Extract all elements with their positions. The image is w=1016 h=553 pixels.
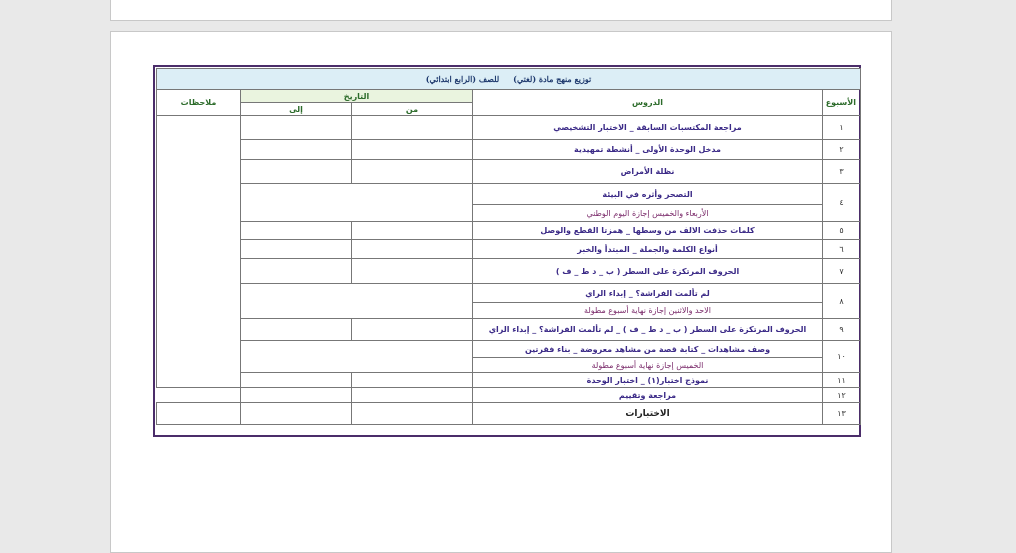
date-to-cell — [241, 160, 352, 184]
week-number: ١٠ — [823, 341, 861, 373]
notes-cell — [157, 116, 241, 388]
lesson-cell: الحروف المرتكزة على السطر ( ب _ د ط _ ف ) — [473, 259, 823, 284]
date-cell — [241, 341, 473, 373]
table-row — [157, 259, 861, 284]
lesson-cell: الاختبارات — [473, 403, 823, 425]
lesson-cell: مراجعة وتقييم — [473, 388, 823, 403]
date-from-cell — [352, 240, 473, 259]
title-subject: توزيع منهج مادة (لغتي) — [513, 74, 592, 84]
header-date: التاريخ — [241, 90, 473, 103]
date-to-cell — [241, 140, 352, 160]
lesson-cell: كلمات حذفت الالف من وسطها _ همزتا القطع والوصل — [473, 222, 823, 240]
table-row — [157, 240, 861, 259]
previous-page-bottom — [110, 0, 892, 21]
week-number: ٤ — [823, 184, 861, 222]
table-row — [157, 284, 861, 303]
schedule-frame — [153, 65, 861, 437]
lesson-cell: أنواع الكلمة والجملة _ المبتدأ والخبر — [473, 240, 823, 259]
date-from-cell — [352, 373, 473, 388]
lesson-cell: نموذج اختبار(١) _ اختبار الوحدة — [473, 373, 823, 388]
week-number: ٦ — [823, 240, 861, 259]
date-to-cell — [241, 259, 352, 284]
week-number: ٢ — [823, 140, 861, 160]
header-week: الأسبوع — [823, 90, 861, 116]
lesson-cell: التصحر وأثره في البيئة — [473, 184, 823, 205]
lesson-cell: وصف مشاهدات _ كتابة قصة من مشاهد معروضة _ بناء فقرتين — [473, 341, 823, 358]
week-number: ٥ — [823, 222, 861, 240]
date-to-cell — [241, 240, 352, 259]
date-to-cell — [241, 319, 352, 341]
page-title — [157, 69, 861, 90]
date-cell — [241, 184, 473, 222]
lesson-cell: لم تألمت الفراشة؟ _ إبداء الراي — [473, 284, 823, 303]
holiday-note: الخميس إجازة نهاية أسبوع مطولة — [473, 358, 823, 373]
date-from-cell — [352, 160, 473, 184]
date-to-cell — [241, 403, 352, 425]
schedule-table — [156, 68, 861, 425]
date-from-cell — [352, 403, 473, 425]
lesson-cell: نظلة الأمراض — [473, 160, 823, 184]
date-to-cell — [241, 222, 352, 240]
week-number: ٩ — [823, 319, 861, 341]
date-from-cell — [352, 388, 473, 403]
lesson-cell: مراجعة المكتسبات السابقة _ الاختبار التشخيصي — [473, 116, 823, 140]
lesson-cell: الحروف المرتكزة على السطر ( ب _ د ط _ ف ) _ لم تألمت الفراشة؟ _ إبداء الراي — [473, 319, 823, 341]
week-number: ٣ — [823, 160, 861, 184]
table-row — [157, 116, 861, 140]
table-row — [157, 140, 861, 160]
table-row — [157, 403, 861, 425]
week-number: ١١ — [823, 373, 861, 388]
date-from-cell — [352, 259, 473, 284]
week-number: ١٢ — [823, 388, 861, 403]
table-row — [157, 184, 861, 205]
lesson-cell: مدخل الوحدة الأولى _ أنشطة تمهيدية — [473, 140, 823, 160]
document-page — [110, 31, 892, 553]
date-to-cell — [241, 116, 352, 140]
table-row — [157, 373, 861, 388]
table-row — [157, 160, 861, 184]
table-row — [157, 222, 861, 240]
header-from: من — [352, 103, 473, 116]
header-notes: ملاحظات — [157, 90, 241, 116]
notes-cell — [157, 403, 241, 425]
date-cell — [241, 284, 473, 319]
date-to-cell — [241, 388, 352, 403]
holiday-note: الاحد والاثنين إجازة نهاية أسبوع مطولة — [473, 303, 823, 319]
title-grade: للصف (الرابع ابتدائي) — [425, 74, 500, 84]
table-row — [157, 319, 861, 341]
date-from-cell — [352, 116, 473, 140]
week-number: ٧ — [823, 259, 861, 284]
week-number: ١٣ — [823, 403, 861, 425]
date-from-cell — [352, 319, 473, 341]
header-to: إلى — [241, 103, 352, 116]
week-number: ١ — [823, 116, 861, 140]
date-from-cell — [352, 222, 473, 240]
date-to-cell — [241, 373, 352, 388]
date-from-cell — [352, 140, 473, 160]
table-row — [157, 341, 861, 358]
header-lessons: الدروس — [473, 90, 823, 116]
week-number: ٨ — [823, 284, 861, 319]
table-row — [157, 388, 861, 403]
holiday-note: الأربعاء والخميس إجازة اليوم الوطني — [473, 205, 823, 222]
